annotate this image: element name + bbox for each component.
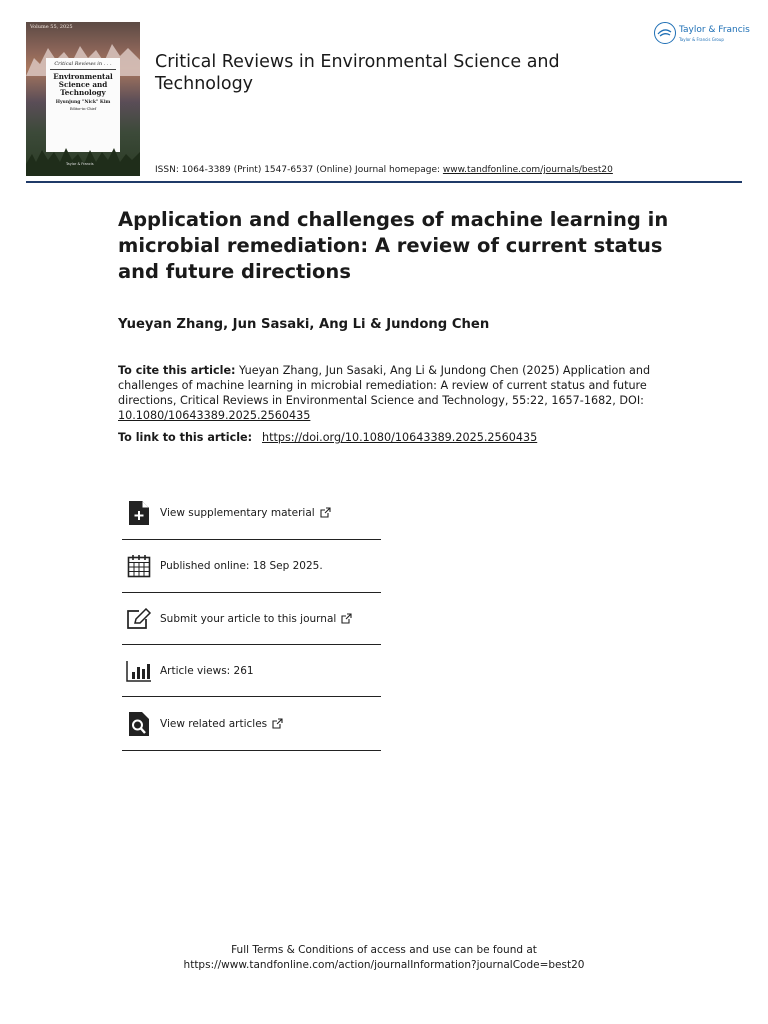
cover-publisher: Taylor & Francis <box>66 162 94 166</box>
citation-text: Yueyan Zhang, Jun Sasaki, Ang Li & Jundong Chen (2025) Application and challenges of machine learning in microbial remediation: A review of current status and future directions, Critical Reviews in Environmental Science and Technology, 55:22, 1657-1682, DOI: <box>118 364 651 407</box>
journal-cover-image <box>26 22 140 176</box>
supplementary-label: View supplementary material <box>160 506 315 519</box>
external-link-icon <box>341 609 352 628</box>
view-supplementary-material-item[interactable] <box>122 486 381 540</box>
terms-footer-link[interactable]: https://www.tandfonline.com/action/journalInformation?journalCode=best20 <box>183 959 585 971</box>
view-related-articles-item[interactable] <box>122 697 381 751</box>
search-document-icon <box>126 711 152 737</box>
citation-doi-link[interactable]: 10.1080/10643389.2025.2560435 <box>118 409 311 422</box>
article-doi-link[interactable]: https://doi.org/10.1080/10643389.2025.2560435 <box>262 431 538 444</box>
related-articles-label: View related articles <box>160 717 268 730</box>
cover-title-line: Technology <box>60 88 106 97</box>
article-views-label: Article views: 261 <box>160 664 254 677</box>
external-link-icon <box>320 503 331 522</box>
publisher-logo-icon <box>654 22 676 44</box>
citation-label: To cite this article: <box>118 364 236 377</box>
calendar-icon <box>126 553 152 579</box>
published-online-label: Published online: 18 Sep 2025. <box>160 560 323 572</box>
cover-title <box>46 73 120 97</box>
file-plus-icon <box>126 500 152 526</box>
issn-text: ISSN: 1064-3389 (Print) 1547-6537 (Online) Journal homepage: <box>155 165 443 175</box>
publisher-logo-name: Taylor & Francis <box>679 25 750 35</box>
article-link-label: To link to this article: <box>118 431 256 444</box>
citation-block <box>118 363 658 423</box>
article-views-item <box>122 645 381 697</box>
edit-icon <box>126 606 152 632</box>
cover-editor-role: Editor-in-Chief <box>69 107 97 111</box>
journal-homepage-link[interactable]: www.tandfonline.com/journals/best20 <box>442 165 613 175</box>
cover-series: Critical Reviews in . . . <box>50 61 116 70</box>
terms-footer-line1: Full Terms & Conditions of access and use can be found at <box>231 944 537 956</box>
issn-line <box>155 165 613 175</box>
header-divider <box>26 181 742 183</box>
external-link-icon <box>272 714 283 733</box>
cover-trees <box>26 136 140 176</box>
submit-article-label: Submit your article to this journal <box>160 612 337 625</box>
journal-title: Critical Reviews in Environmental Science and Technology <box>155 52 560 94</box>
published-online-item <box>122 540 381 593</box>
publisher-logo <box>654 22 749 48</box>
article-actions-list <box>122 486 381 751</box>
publisher-logo-sub: Taylor & Francis Group <box>679 37 724 42</box>
cover-editor: Hyunjung "Nick" Kim <box>55 100 111 105</box>
cover-title-line: Environmental <box>53 72 113 81</box>
article-link-line <box>118 431 537 444</box>
terms-footer <box>0 943 768 973</box>
article-authors: Yueyan Zhang, Jun Sasaki, Ang Li & Jundong Chen <box>118 317 490 332</box>
bar-chart-icon <box>126 658 152 684</box>
cover-volume: Volume 55, 2025 <box>30 24 73 30</box>
article-title: Application and challenges of machine learning in microbial remediation: A review of current status and future directions <box>118 208 669 283</box>
cover-title-line: Science and <box>58 80 108 89</box>
submit-article-item[interactable] <box>122 593 381 645</box>
